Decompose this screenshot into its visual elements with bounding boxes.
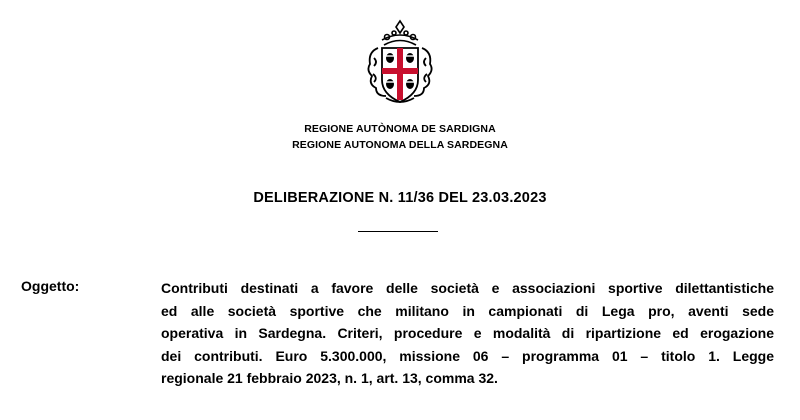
subject-line: dei contributi. Euro 5.300.000, missione 06 – programma 01 – titolo 1. Legge [161, 347, 774, 364]
sardinia-coat-of-arms-icon [360, 18, 440, 114]
subject-line: regionale 21 febbraio 2023, n. 1, art. 13, comma 32. [161, 370, 498, 387]
deliberation-title: DELIBERAZIONE N. 11/36 DEL 23.03.2023 [253, 190, 547, 206]
region-name-sardinian: REGIONE AUTÒNOMA DE SARDIGNA [304, 123, 496, 135]
subject-line: Contributi destinati a favore delle società e associazioni sportive dilettantistiche [161, 280, 774, 296]
subject-line: ed alle società sportive che militano in campionati di Lega pro, aventi sede [161, 302, 774, 319]
title-underline-divider [358, 231, 438, 232]
subject-text [161, 277, 774, 390]
subject-line: operativa in Sardegna. Criteri, procedure e modalità di ripartizione ed erogazione [161, 325, 774, 342]
subject-label: Oggetto: [21, 278, 80, 294]
region-name-italian: REGIONE AUTONOMA DELLA SARDEGNA [292, 139, 508, 151]
